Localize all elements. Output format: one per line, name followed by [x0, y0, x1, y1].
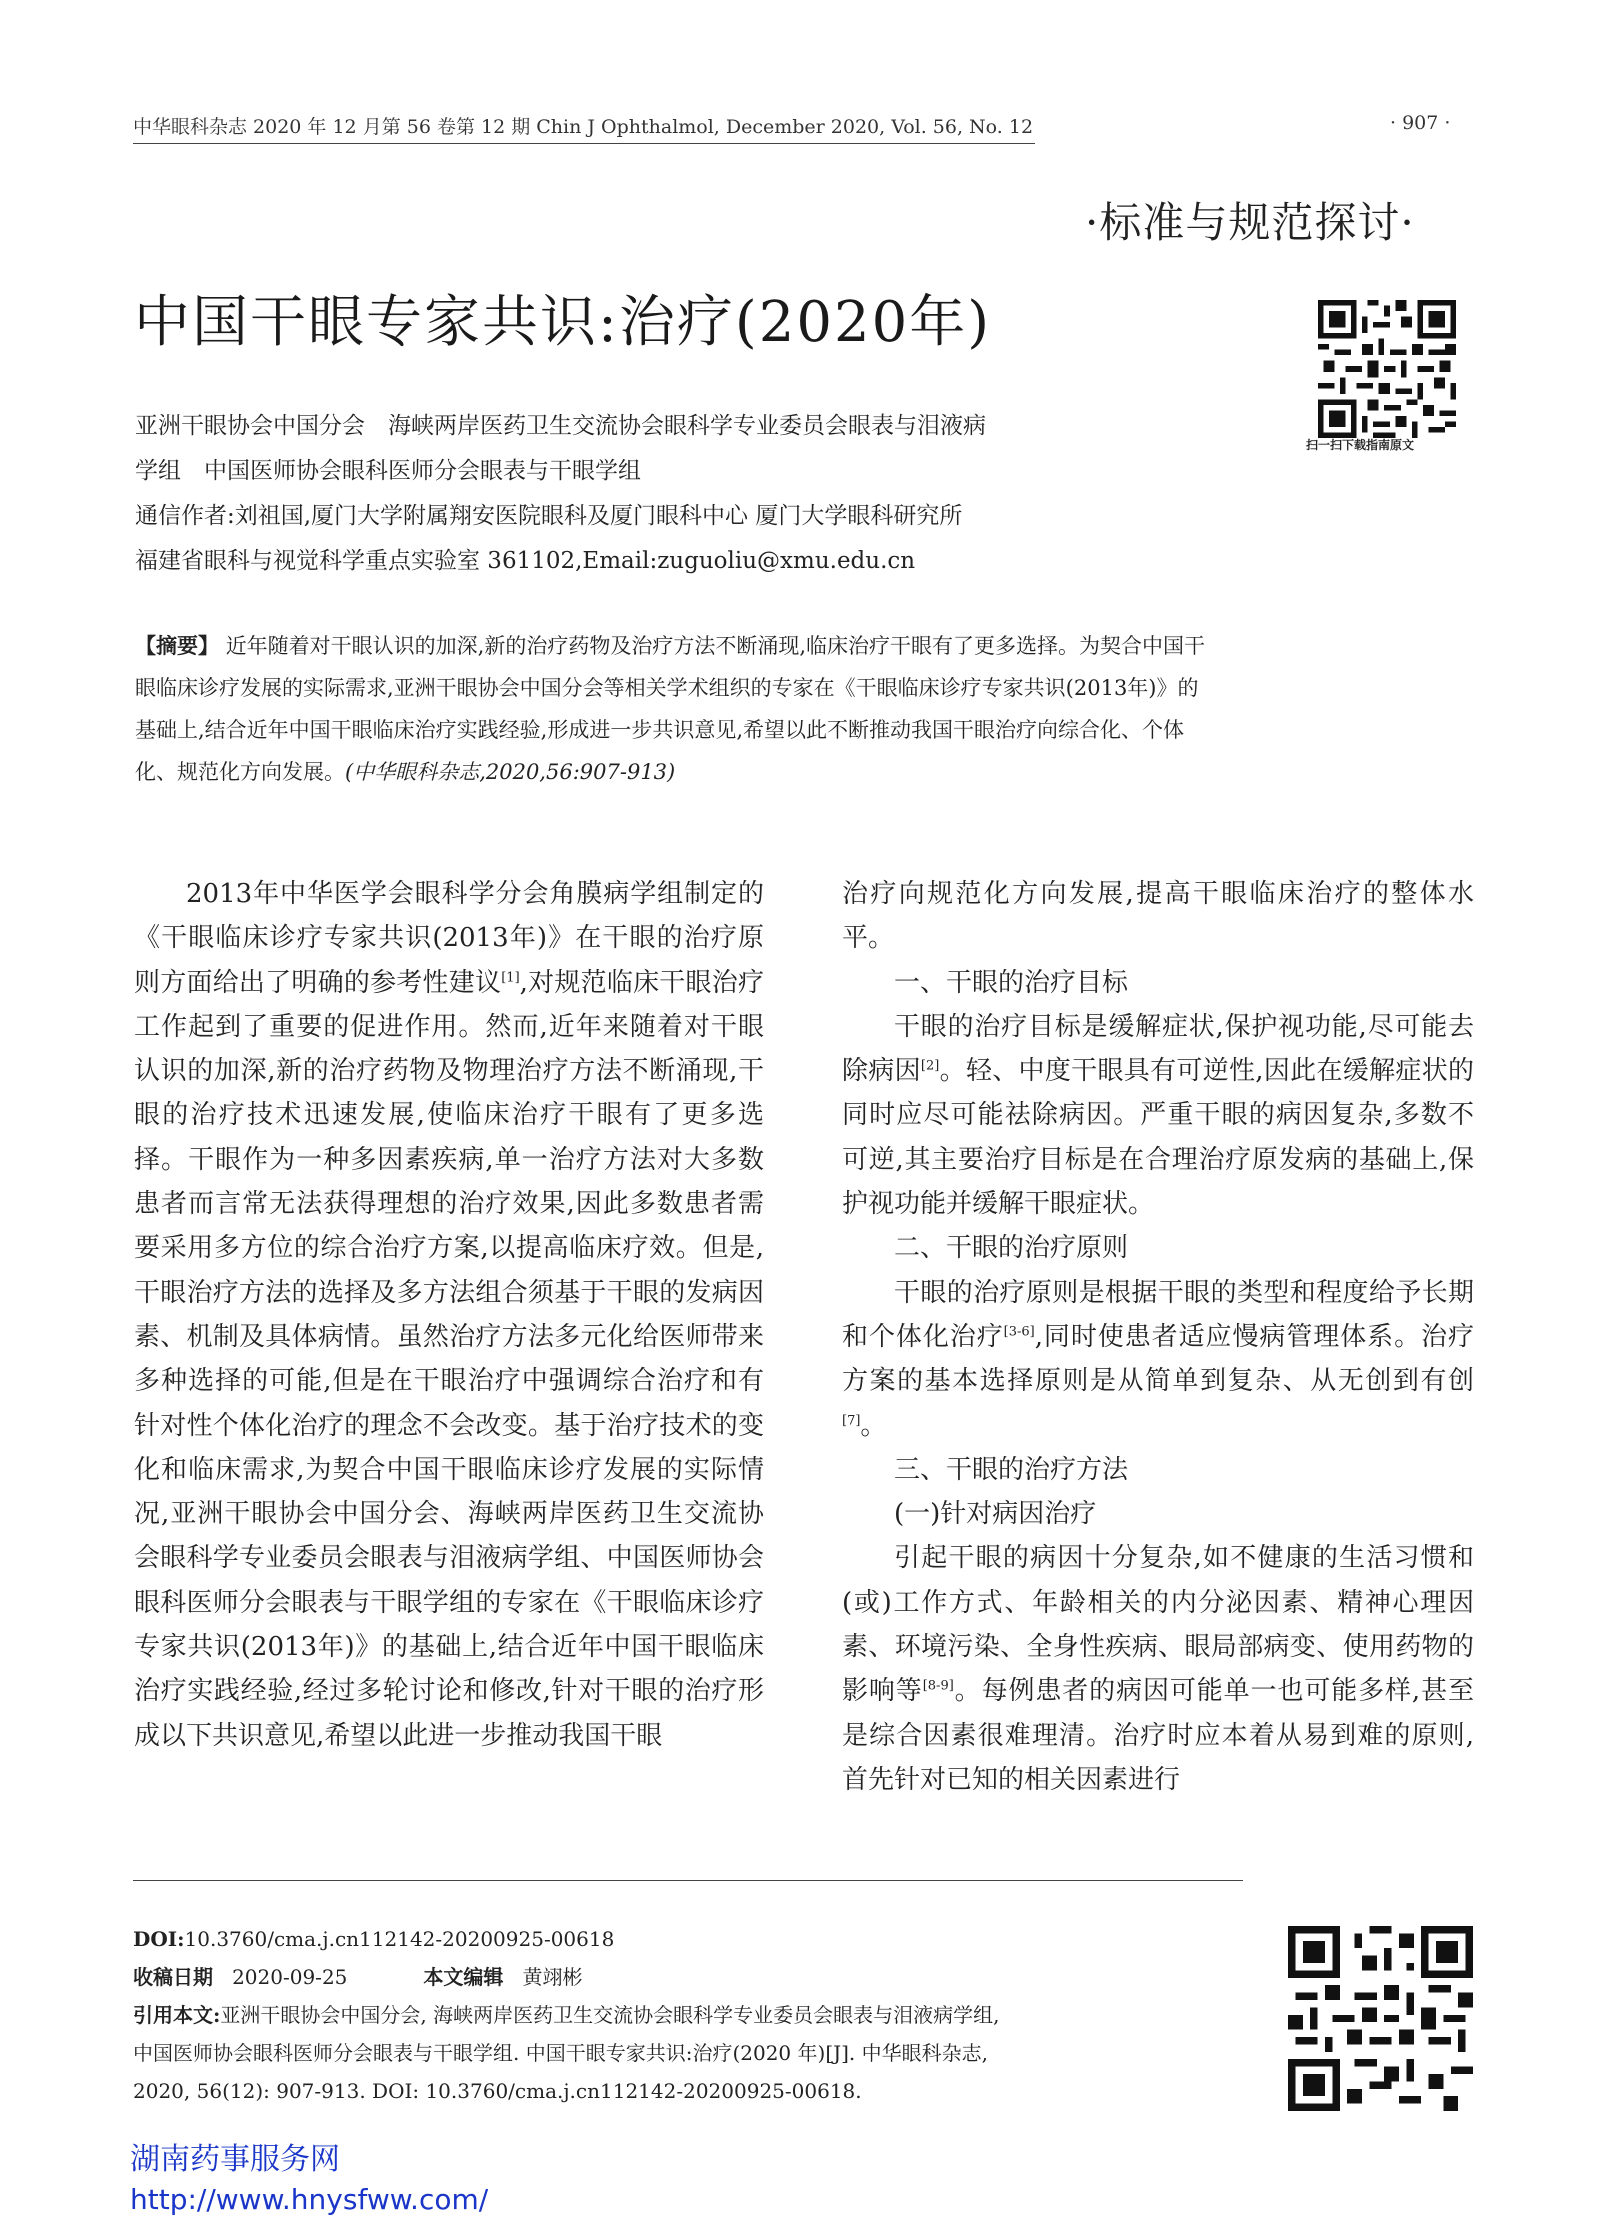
citation-text: 亚洲干眼协会中国分会, 海峡两岸医药卫生交流协会眼科学专业委员会眼表与泪液病学组,: [220, 2003, 1000, 2027]
body-column-left: [134, 872, 764, 1758]
doi-label: DOI:: [133, 1927, 185, 1951]
author-line: 亚洲干眼协会中国分会 海峡两岸医药卫生交流协会眼科学专业委员会眼表与泪液病: [135, 413, 986, 439]
author-block: [135, 404, 1215, 584]
section-heading: 一、干眼的治疗目标: [894, 967, 1129, 998]
article-title: 中国干眼专家共识:治疗(2020年): [134, 290, 992, 355]
journal-header: 中华眼科杂志 2020 年 12 月第 56 卷第 12 期 Chin J Ophthalmol, December 2020, Vol. 56, No. 12: [133, 116, 1034, 138]
paragraph-text: 。: [860, 1410, 887, 1441]
doi-link[interactable]: 10.3760/cma.j.cn112142-20200925-00618: [184, 1927, 615, 1951]
watermark-name: 湖南药事服务网: [130, 2142, 340, 2177]
paragraph-text: ,同时使患者适应慢病管理体系。治疗方案的基本选择原则是从简单到复杂、从无创到有创: [842, 1321, 1474, 1397]
watermark: [130, 2140, 488, 2220]
paragraph-text: ,对规范临床干眼治疗工作起到了重要的促进作用。然而,近年来随着对干眼认识的加深,新的治疗药物及物理治疗方法不断涌现,干眼的治疗技术迅速发展,使临床治疗干眼有了更多选择。干眼作为一种多因素疾病,单一治疗方法对大多数患者而言常无法获得理想的治疗效果,因此多数患者需要采用多方位的综合治疗方案,以提高临床疗效。但是,干眼治疗方法的选择及多方法组合须基于干眼的发病因素、机制及具体病情。虽然治疗方法多元化给医师带来多种选择的可能,但是在干眼治疗中强调综合治疗和有针对性个体化治疗的理念不会改变。基于治疗技术的变化和临床需求,为契合中国干眼临床诊疗发展的实际情况,亚洲干眼协会中国分会、海峡两岸医药卫生交流协会眼科学专业委员会眼表与泪液病学组、中国医师协会眼科医师分会眼表与干眼学组的专家在《干眼临床诊疗专家共识(2013年)》的基础上,结合近年中国干眼临床治疗实践经验,经过多轮讨论和修改,针对干眼的治疗形成以下共识意见,希望以此进一步推动我国干眼: [134, 967, 764, 1751]
column-name: ·标准与规范探讨·: [1085, 198, 1415, 247]
corresponding-address: 福建省眼科与视觉科学重点实验室 361102,Email:zuguoliu@xmu.edu.cn: [135, 548, 916, 574]
paragraph-text: 干眼的治疗原则是根据干眼的类型和程度给予长期和个体化治疗: [842, 1277, 1474, 1352]
received-date: 2020-09-25: [232, 1965, 348, 1989]
abstract-citation: (中华眼科杂志,2020,56:907-913): [345, 760, 676, 784]
paragraph-text: 干眼的治疗目标是缓解症状,保护视功能,尽可能去除病因: [842, 1011, 1474, 1087]
reference-marker[interactable]: [7]: [842, 1412, 861, 1428]
paragraph: 治疗向规范化方向发展,提高干眼临床治疗的整体水平。: [842, 879, 1474, 954]
paragraph: [842, 1536, 1474, 1802]
subsection-heading: (一)针对病因治疗: [894, 1499, 1097, 1530]
header-rule: [133, 143, 1035, 144]
citation-line: 2020, 56(12): 907-913. DOI: 10.3760/cma.j.cn112142-20200925-00618.: [133, 2079, 862, 2103]
reference-marker[interactable]: [8-9]: [922, 1678, 954, 1694]
paragraph: [842, 1271, 1474, 1448]
citation-line: [133, 1996, 1253, 2034]
abstract: [135, 625, 1215, 793]
article-footer: [133, 1920, 1253, 2110]
qr-code-icon[interactable]: [1288, 1926, 1473, 2111]
abstract-text: 近年随着对干眼认识的加深,新的治疗药物及治疗方法不断涌现,临床治疗干眼有了更多选择。为契合中国干眼临床诊疗发展的实际需求,亚洲干眼协会中国分会等相关学术组织的专家在《干眼临床诊疗专家共识(2013年)》的基础上,结合近年中国干眼临床治疗实践经验,形成进一步共识意见,希望以此不断推动我国干眼治疗向综合化、个体化、规范化方向发展。: [135, 634, 1206, 784]
doi-line: [133, 1920, 1253, 1958]
paragraph-text: 。每例患者的病因可能单一也可能多样,甚至是综合因素很难理清。治疗时应本着从易到难的原则,首先针对已知的相关因素进行: [842, 1676, 1474, 1795]
editor-label: 本文编辑: [423, 1965, 504, 1989]
corresponding-author: 通信作者:刘祖国,厦门大学附属翔安医院眼科及厦门眼科中心 厦门大学眼科研究所: [135, 503, 963, 529]
received-line: [133, 1958, 1253, 1996]
reference-marker[interactable]: [1]: [501, 969, 520, 985]
footer-rule: [133, 1880, 1243, 1881]
editor-name: 黄翊彬: [522, 1965, 583, 1989]
qr-code-icon[interactable]: [1318, 300, 1456, 438]
paragraph-text: 引起干眼的病因十分复杂,如不健康的生活习惯和(或)工作方式、年龄相关的内分泌因素、精神心理因素、环境污染、全身性疾病、眼局部病变、使用药物的影响等: [842, 1543, 1474, 1707]
watermark-url[interactable]: http://www.hnysfww.com/: [130, 2183, 489, 2216]
paragraph: [842, 1005, 1474, 1226]
author-line: 学组 中国医师协会眼科医师分会眼表与干眼学组: [135, 458, 641, 484]
body-column-right: [842, 872, 1474, 1802]
received-label: 收稿日期: [133, 1965, 213, 1989]
citation-line: 中国医师协会眼科医师分会眼表与干眼学组. 中国干眼专家共识:治疗(2020 年)[J]. 中华眼科杂志,: [133, 2041, 989, 2065]
paragraph: [134, 872, 764, 1758]
reference-marker[interactable]: [3-6]: [1003, 1324, 1035, 1340]
paragraph-text: 。轻、中度干眼具有可逆性,因此在缓解症状的同时应尽可能祛除病因。严重干眼的病因复杂,多数不可逆,其主要治疗目标是在合理治疗原发病的基础上,保护视功能并缓解干眼症状。: [842, 1056, 1474, 1220]
reference-marker[interactable]: [2]: [920, 1058, 940, 1074]
section-heading: 三、干眼的治疗方法: [894, 1454, 1129, 1485]
paragraph-text: 2013年中华医学会眼科学分会角膜病学组制定的《干眼临床诊疗专家共识(2013年)》在干眼的治疗原则方面给出了明确的参考性建议: [134, 879, 764, 998]
section-heading: 二、干眼的治疗原则: [894, 1233, 1129, 1264]
page-number: · 907 ·: [1390, 112, 1451, 134]
qr-caption: 扫一扫下载指南原文: [1306, 438, 1415, 452]
abstract-label: 【摘要】: [135, 633, 219, 658]
citation-label: 引用本文:: [133, 2003, 221, 2027]
